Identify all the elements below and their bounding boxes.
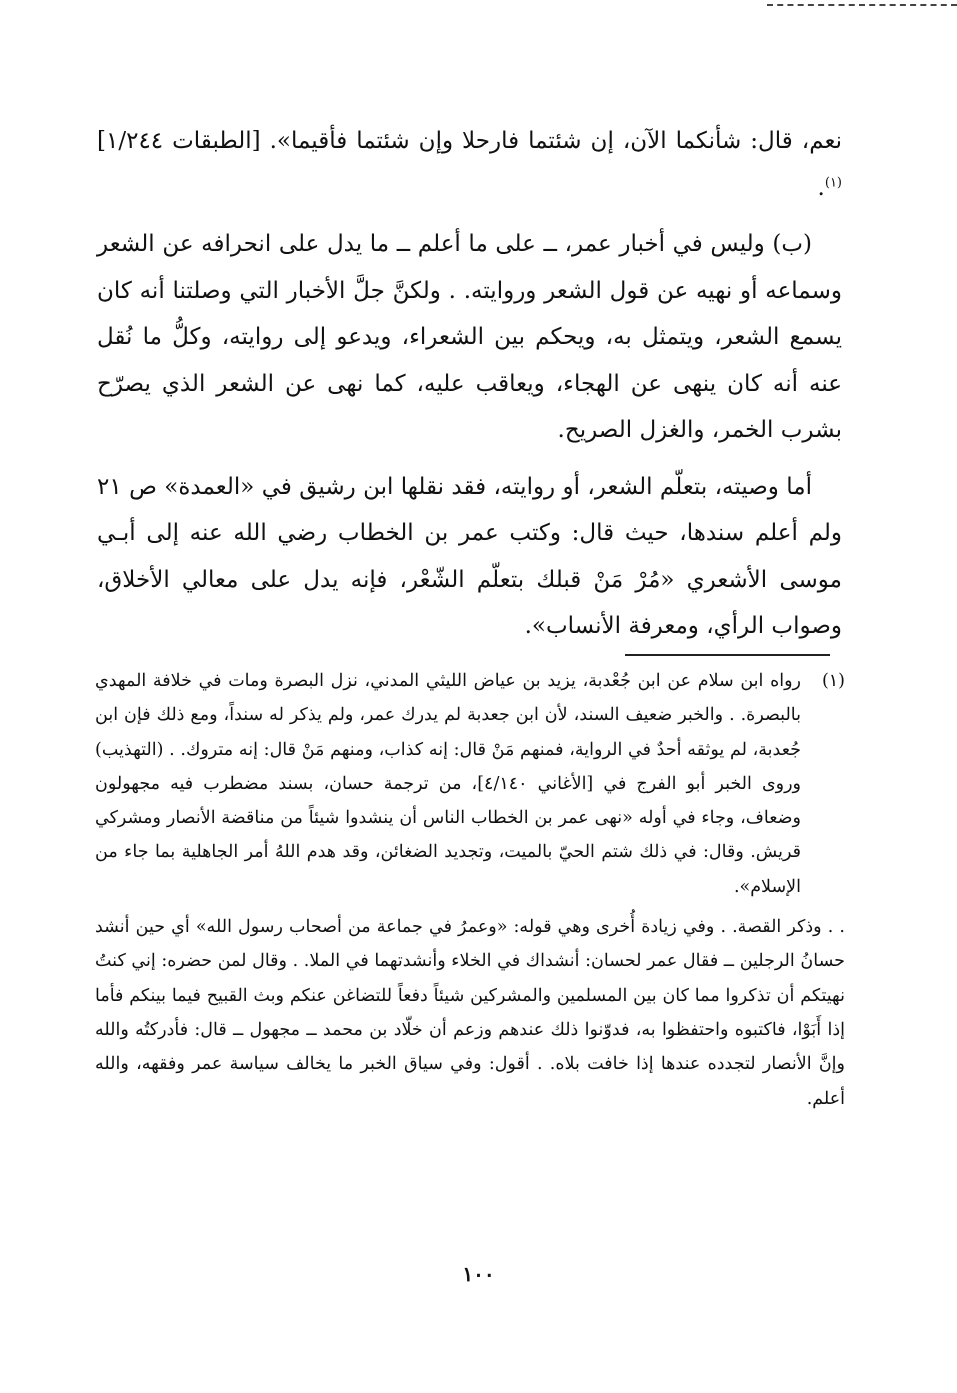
footnote-continuation: . . وذكر القصة. . وفي زيادة أُخرى وهي قوله: «وعمرُ في جماعة من أصحاب رسول الله» أي حين أنشد حسانُ الرجلين ــ فقال عمر لحسان: أنشداك في الخلاء وأنشدتهما في الملا. . وقال لمن حضره: إني كنتُ نهيتكم أن تذكروا مما كان بين المسلمين والمشركين شيئاً دفعاً للتضاغن عنكم وبث القبيح فيما بينكم فأما إذا أَبَوْا، فاكتبوه واحتفظوا به، فدوّنوا ذلك عندهم وزعم أن خلّاد بن محمد ــ مجهول ــ قال: فأدركتُه والله وإنَّ الأنصار لتجدده عندها إذا خافت بلاه. . أقول: وفي سياق الخبر ما يخالف سياسة عمر وفقهه، والله أعلم. — [95, 917, 845, 1109]
paragraph-1-end: . — [817, 174, 825, 201]
footnote-number: (١) — [821, 671, 845, 691]
footnote-separator — [625, 654, 830, 656]
footnote-reference[interactable]: (١) — [824, 174, 842, 190]
top-dashed-rule — [767, 4, 957, 6]
page-number: ١٠٠ — [462, 1262, 495, 1286]
footnote-text: رواه ابن سلام عن ابن جُعْدبة، يزيد بن عياض الليثي المدني، نزل البصرة ومات في خلافة المهدي بالبصرة. . والخبر ضعيف السند، لأن ابن جعدبة لم يدرك عمر، ولم يذكر له سنداً، ومع ذلك فإن ابن جُعدبة، لم يوثقه أحدٌ في الرواية، فمنهم مَنْ قال: إنه كذاب، ومنهم مَنْ قال: إنه متروك. . (التهذيب) وروى الخبر أبو الفرج في [الأغاني ٤/١٤٠]، من ترجمة حسان، بسند مضطرب فيه مجهولون وضعاف، وجاء في أوله «نهى عمر بن الخطاب الناس أن ينشدوا شيئاً من مناقضة الأنصار ومشركي قريش. وقال: في ذلك شتم الحيّ بالميت، وتجديد الضغائن، وقد هدم اللهُ أمر الجاهلية بما جاء من الإسلام». — [95, 671, 801, 897]
paragraph-1 — [97, 118, 842, 211]
footnotes — [95, 664, 845, 1116]
footnote-1 — [95, 664, 845, 904]
paragraph-2: (ب) وليس في أخبار عمر، ــ على ما أعلم ــ ما يدل على انحرافه عن الشعر وسماعه أو نهيه عن قول الشعر وروايته. . ولكنَّ جلَّ الأخبار التي وصلتنا أنه كان يسمع الشعر، ويتمثل به، ويحكم بين الشعراء، ويدعو إلى روايته، وكلُّ ما نُقل عنه أنه كان ينهى عن الهجاء، ويعاقب عليه، كما نهى عن الشعر الذي يصرّح بشرب الخمر، والغزل الصريح. — [97, 231, 842, 443]
paragraph-1-text: نعم، قال: شأنكما الآن، إن شئتما فارحلا وإن شئتما فأقيما». [الطبقات ١/٢٤٤] — [97, 128, 842, 154]
paragraph-3: أما وصيته، بتعلّم الشعر، أو روايته، فقد نقلها ابن رشيق في «العمدة» ص ٢١ ولم أعلم سندها، حيث قال: وكتب عمر بن الخطاب رضي الله عنه إلى أبـي موسى الأشعري «مُرْ مَنْ قبلك بتعلّم الشّعْر، فإنه يدل على معالي الأخلاق، وصواب الرأي، ومعرفة الأنساب». — [97, 473, 842, 639]
main-text — [97, 118, 842, 660]
